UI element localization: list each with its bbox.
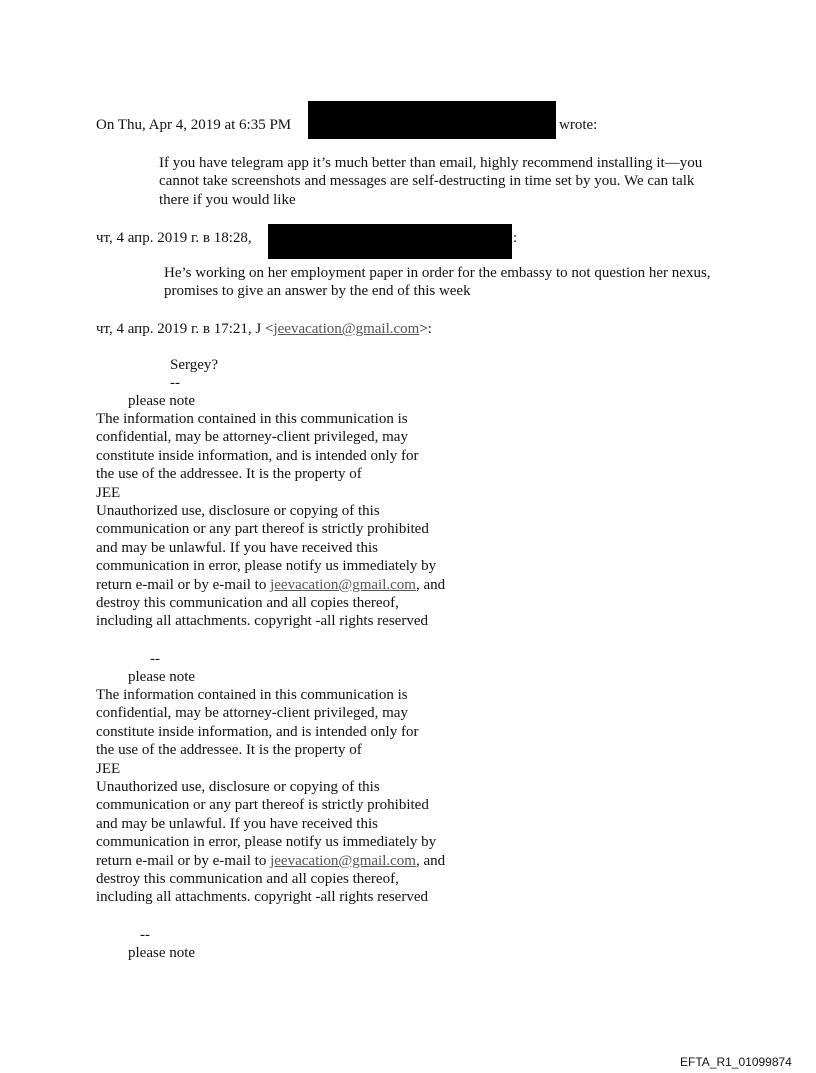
disclaimer-line: communication in error, please notify us immediately by bbox=[96, 558, 437, 575]
signature-separator-3: -- bbox=[140, 927, 150, 943]
disclaimer-email-link[interactable]: jeevacation@gmail.com bbox=[270, 576, 416, 593]
header-2-suffix: : bbox=[513, 230, 518, 246]
disclaimer-return-line bbox=[96, 852, 445, 870]
header-1-prefix: On Thu, Apr 4, 2019 at 6:35 PM bbox=[96, 117, 292, 133]
disclaimer-line: JEE bbox=[96, 760, 121, 777]
disclaimer-line: and may be unlawful. If you have received this bbox=[96, 815, 378, 832]
return-suffix: , and bbox=[415, 576, 446, 593]
disclaimer-line: The information contained in this communication is bbox=[96, 687, 408, 703]
disclaimer-line: and may be unlawful. If you have received this bbox=[96, 539, 378, 556]
return-suffix: , and bbox=[415, 852, 446, 869]
disclaimer-line: confidential, may be attorney-client privileged, may bbox=[96, 429, 408, 446]
disclaimer-line: the use of the addressee. It is the property of bbox=[96, 742, 362, 759]
disclaimer-line: Unauthorized use, disclosure or copying of this bbox=[96, 779, 380, 795]
return-prefix: return e-mail or by e-mail to bbox=[96, 852, 271, 869]
disclaimer-line: destroy this communication and all copies thereof, bbox=[96, 871, 399, 887]
disclaimer-line: constitute inside information, and is intended only for bbox=[96, 447, 419, 464]
disclaimer-line: communication or any part thereof is strictly prohibited bbox=[96, 797, 429, 814]
disclaimer-return-line bbox=[96, 576, 445, 594]
header-3-suffix: >: bbox=[419, 321, 432, 337]
disclaimer-line: destroy this communication and all copies thereof, bbox=[96, 595, 399, 611]
please-note-1: please note bbox=[128, 393, 196, 409]
disclaimer-line: The information contained in this communication is bbox=[96, 411, 408, 427]
disclaimer-line: constitute inside information, and is intended only for bbox=[96, 723, 419, 740]
disclaimer-line: Unauthorized use, disclosure or copying of this bbox=[96, 503, 380, 519]
disclaimer-line: the use of the addressee. It is the property of bbox=[96, 466, 362, 483]
quote-2: He’s working on her employment paper in order for the embassy to not question her nexus, promises to give an answer by the end of this week bbox=[164, 265, 711, 300]
header-3-prefix: чт, 4 апр. 2019 г. в 17:21, J < bbox=[96, 321, 274, 337]
signature-separator-2: -- bbox=[150, 651, 160, 667]
please-note-2: please note bbox=[128, 669, 196, 685]
return-prefix: return e-mail or by e-mail to bbox=[96, 576, 271, 593]
redaction-box-2 bbox=[268, 224, 512, 259]
disclaimer-line: including all attachments. copyright -all rights reserved bbox=[96, 889, 428, 906]
header-3-email-link[interactable]: jeevacation@gmail.com bbox=[273, 321, 420, 337]
header-1-suffix: wrote: bbox=[559, 117, 598, 133]
disclaimer-line: confidential, may be attorney-client privileged, may bbox=[96, 705, 408, 722]
disclaimer-line: communication or any part thereof is strictly prohibited bbox=[96, 521, 429, 538]
header-3 bbox=[96, 320, 432, 338]
quote-1: If you have telegram app it’s much better than email, highly recommend installing it—you cannot take screenshots and messages are self-destructing in time set by you. We can talk there if you would like bbox=[159, 155, 703, 208]
disclaimer-line: communication in error, please notify us immediately by bbox=[96, 834, 437, 851]
message-text: Sergey? bbox=[170, 357, 219, 373]
disclaimer-line: including all attachments. copyright -all rights reserved bbox=[96, 613, 428, 630]
disclaimer-line: JEE bbox=[96, 484, 121, 501]
please-note-3: please note bbox=[128, 945, 196, 961]
header-2-prefix: чт, 4 апр. 2019 г. в 18:28, bbox=[96, 230, 252, 246]
signature-separator-1: -- bbox=[170, 375, 180, 391]
document-id: EFTA_R1_01099874 bbox=[680, 1055, 792, 1069]
disclaimer-email-link[interactable]: jeevacation@gmail.com bbox=[270, 852, 416, 869]
redaction-box-1 bbox=[308, 101, 556, 139]
